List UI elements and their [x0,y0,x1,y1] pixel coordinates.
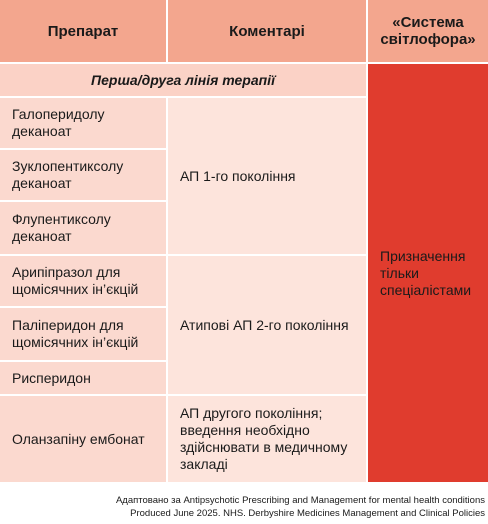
header-traffic-light [368,0,488,62]
traffic-light-cell [368,64,488,482]
drug-cell: Флупентиксолу деканоат [0,202,166,254]
footer-source: Адаптовано за Antipsychotic Prescribing and Management for mental health conditions [115,495,485,506]
header-comments: Коментарі [168,0,366,62]
drug-cell: Арипіпразол для щомісячних ін’єкцій [0,256,166,306]
footer-produced: Produced June 2025. NHS. Derbyshire Medicines Management and Clinical Policies [130,508,485,519]
drug-cell: Галоперидолу деканоат [0,98,166,148]
header-traffic-light-text: «Система світлофора» [380,14,476,48]
comment-cell: Атипові АП 2-го покоління [168,256,366,394]
traffic-light-text: Призначення тільки спеціалістами [380,247,472,298]
comment-cell: АП 1-го покоління [168,98,366,254]
header-drug: Препарат [0,0,166,62]
drug-cell: Рисперидон [0,362,166,394]
comment-cell: АП другого покоління; введення необхідно здійснювати в медичному закладі [168,396,366,482]
drug-cell: Зуклопентиксолу деканоат [0,150,166,200]
section-title: Перша/друга лінія терапії [0,64,366,96]
drug-cell: Паліперидон для щомісячних ін’єкцій [0,308,166,360]
drug-cell: Оланзапіну ембонат [0,396,166,482]
